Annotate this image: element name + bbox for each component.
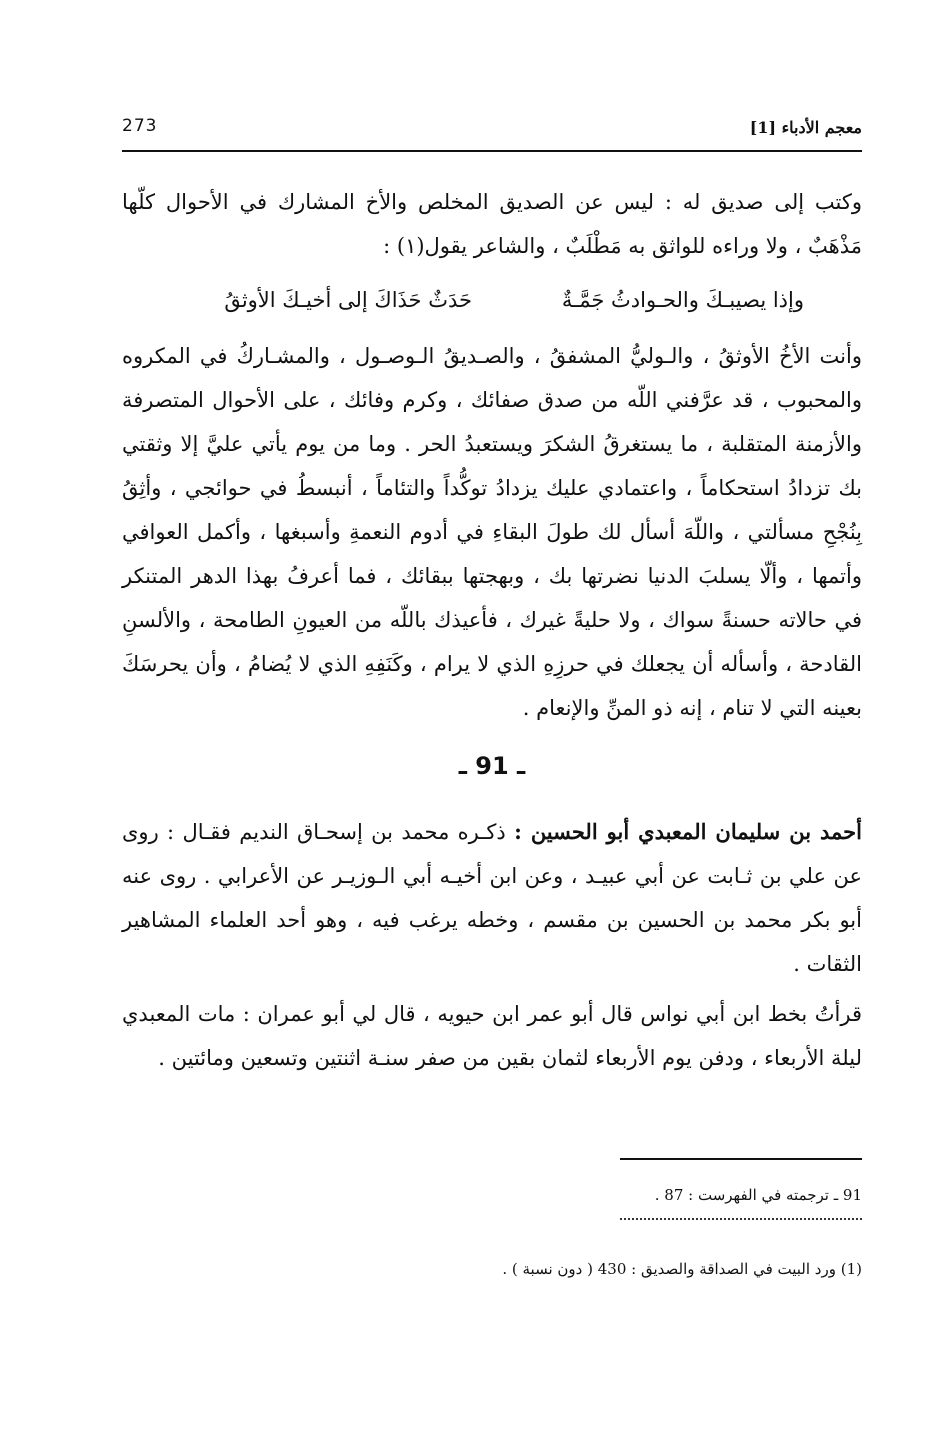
footnote-dotted-separator xyxy=(620,1218,862,1220)
verse-second-hemistich: حَدَثٌ حَذَاكَ إلى أخيـكَ الأوثقُ xyxy=(224,288,472,312)
header-rule xyxy=(122,150,862,152)
book-title: معجم الأدباء [1] xyxy=(749,118,862,137)
footnote-verse-source: (1) ورد البيت في الصداقة والصديق : 430 ( دون نسبة ) . xyxy=(502,1260,862,1278)
poem-verse xyxy=(122,278,862,322)
running-header xyxy=(122,112,862,142)
paragraph-letter-body: وأنت الأخُ الأوثقُ ، والـوليُّ المشفقُ ، والصـديقُ الـوصـول ، والمشـاركُ في المكروه والمحبوب ، قد عرَّفني اللّه من صدق صفائك ، وكرم وفائك ، على الأحوال المتصرفة والأزمنة المتقلبة ، ما يستغرقُ الشكرَ ويستعبدُ الحر . وما من يوم يأتي عليَّ إلا وثقتي بك تزدادُ استحكاماً ، واعتمادي عليك يزدادُ توكُّداً والتئاماً ، أنبسطُ في حوائجي ، وأثِقُ بِنُجْحِ مسألتي ، واللّهَ أسأل لك طولَ البقاءِ في أدوم النعمةِ وأسبغها ، وأكمل العوافي وأتمها ، وألّا يسلبَ الدنيا نضرتها بك ، وبهجتها ببقائك ، فما أعرفُ بهذا الدهر المتنكر في حالاته حسنةً سواك ، ولا حليةً غيرك ، فأعيذك باللّه من العيونِ الطامحة ، والألسنِ القادحة ، وأسأله أن يجعلك في حرزِهِ الذي لا يرام ، وكَنَفِهِ الذي لا يُضامُ ، وأن يحرسَكَ بعينه التي لا تنام ، إنه ذو المنِّ والإنعام . xyxy=(122,344,862,720)
biography-text: ذكـره محمد بن إسحـاق النديم فقـال : روى عن علي بن ثـابت عن أبي عبيـد ، وعن ابن أخيـه أبي الـوزيـر عن الأعرابي . روى عنه أبو بكر محمد بن الحسين بن مقسم ، وخطه يرغب فيه ، وهو أحد العلماء المشاهير الثقات . xyxy=(122,820,862,976)
paragraph-death-note: قرأتُ بخط ابن أبي نواس قال أبو عمر ابن حيويه ، قال لي أبو عمران : مات المعبدي ليلة الأربعاء ، ودفن يوم الأربعاء لثمان بقين من صفر سنـة اثنتين وتسعين ومائتين . xyxy=(122,1002,862,1070)
entry-number: ـ 91 ـ xyxy=(458,752,526,780)
footnote-entry: 91 ـ ترجمته في الفهرست : 87 . xyxy=(654,1186,862,1204)
footnote-rule xyxy=(620,1158,862,1160)
verse-first-hemistich: وإذا يصيبـكَ والحـوادثُ جَمَّـةٌ xyxy=(561,288,804,312)
paragraph-biography xyxy=(122,810,862,986)
entry-name: أحمد بن سليمان المعبدي أبو الحسين : xyxy=(514,819,862,844)
paragraph-letter-intro: وكتب إلى صديق له : ليس عن الصديق المخلص والأخ المشارك في الأحوال كلّها مَذْهَبٌ ، ولا وراءه للواثق به مَطْلَبٌ ، والشاعر يقول(١) : xyxy=(122,190,862,258)
page-number: 273 xyxy=(122,116,158,136)
